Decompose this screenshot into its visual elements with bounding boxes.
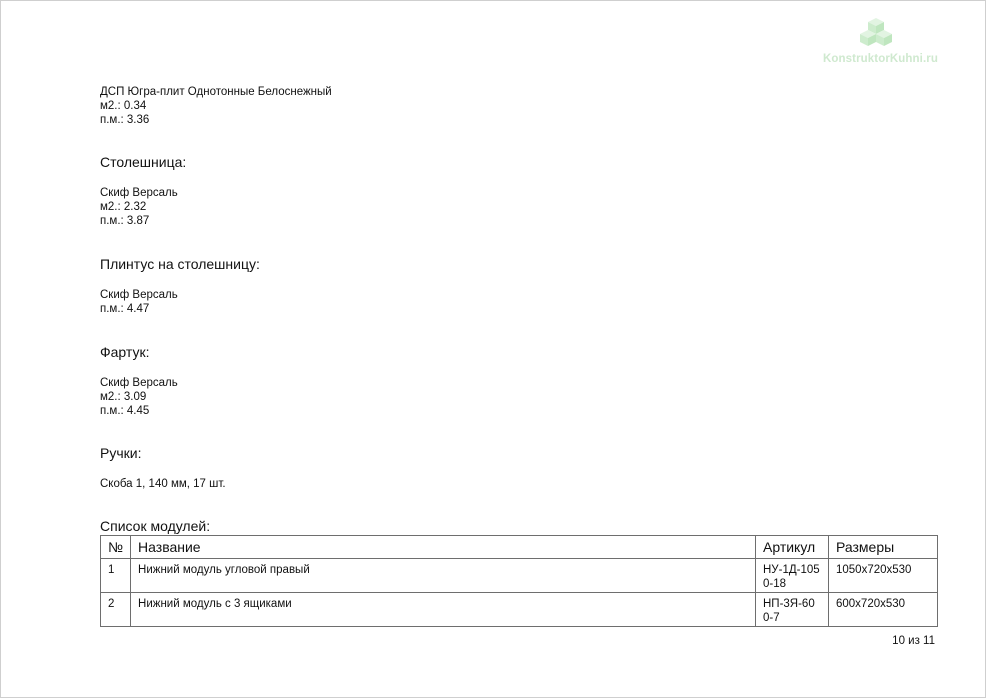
cell-name: Нижний модуль угловой правый [131, 559, 756, 593]
countertop-material: Скиф Версаль [100, 187, 178, 199]
facade-m2: м2.: 0.34 [100, 99, 147, 112]
column-header-name: Название [131, 536, 756, 559]
handles-heading: Ручки: [100, 445, 142, 461]
modules-heading: Список модулей: [100, 518, 211, 534]
cell-article: НП-3Я-600-7 [756, 593, 829, 627]
table-row [101, 593, 938, 627]
page-number: 10 из 11 [892, 635, 935, 647]
cubes-logo-icon [859, 17, 893, 47]
column-header-article: Артикул [756, 536, 829, 559]
backsplash-pm: п.м.: 4.45 [100, 404, 150, 417]
modules-table [100, 535, 938, 627]
facade-material-block [100, 86, 332, 127]
plinth-heading: Плинтус на столешницу: [100, 256, 260, 272]
countertop-block [100, 187, 178, 228]
plinth-pm: п.м.: 4.47 [100, 302, 150, 315]
backsplash-material: Скиф Версаль [100, 377, 178, 389]
cell-number: 2 [101, 593, 131, 627]
countertop-pm: п.м.: 3.87 [100, 214, 150, 227]
cell-number: 1 [101, 559, 131, 593]
cell-article: НУ-1Д-1050-18 [756, 559, 829, 593]
column-header-size: Размеры [829, 536, 938, 559]
cell-size: 600х720х530 [829, 593, 938, 627]
column-header-number: № [101, 536, 131, 559]
backsplash-heading: Фартук: [100, 344, 150, 360]
handles-value: Скоба 1, 140 мм, 17 шт. [100, 478, 226, 490]
plinth-material: Скиф Версаль [100, 289, 178, 301]
cell-size: 1050х720х530 [829, 559, 938, 593]
backsplash-block [100, 377, 178, 418]
logo [819, 17, 943, 69]
cell-name: Нижний модуль с 3 ящиками [131, 593, 756, 627]
table-header-row [101, 536, 938, 559]
countertop-heading: Столешница: [100, 154, 187, 170]
table-row [101, 559, 938, 593]
facade-material: ДСП Югра-плит Однотонные Белоснежный [100, 86, 332, 98]
countertop-m2: м2.: 2.32 [100, 200, 147, 213]
plinth-block [100, 289, 178, 317]
backsplash-m2: м2.: 3.09 [100, 390, 147, 403]
logo-text: KonstruktorKuhni.ru [823, 53, 938, 65]
facade-pm: п.м.: 3.36 [100, 113, 150, 126]
